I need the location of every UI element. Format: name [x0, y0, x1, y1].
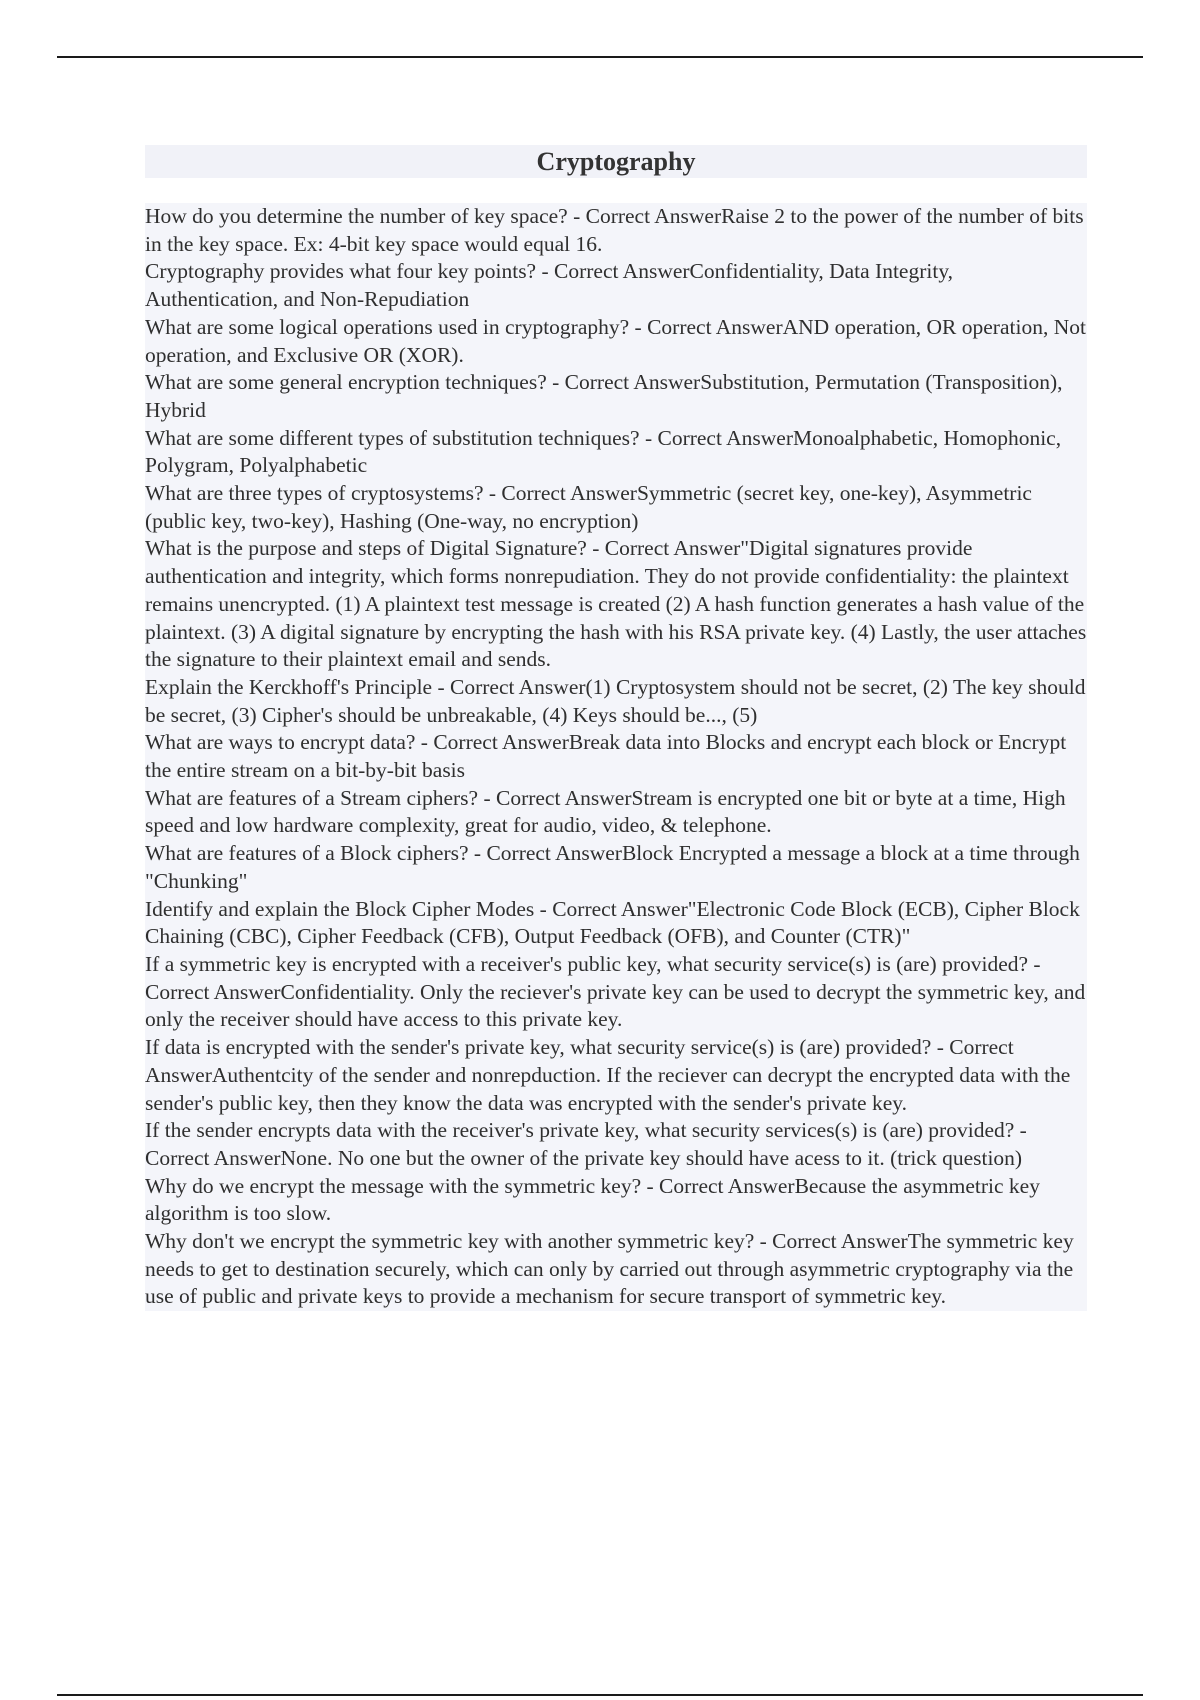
qa-entry: What are features of a Block ciphers? - Correct AnswerBlock Encrypted a message a block at a time through "Chunking" — [145, 840, 1087, 895]
qa-entry: What are some different types of substitution techniques? - Correct AnswerMonoalphabetic, Homophonic, Polygram, Polyalphabetic — [145, 425, 1087, 480]
top-rule — [57, 56, 1143, 58]
bottom-rule — [57, 1694, 1143, 1696]
qa-entry: What are three types of cryptosystems? - Correct AnswerSymmetric (secret key, one-key), Asymmetric (public key, two-key), Hashing (One-way, no encryption) — [145, 480, 1087, 535]
qa-entry: How do you determine the number of key space? - Correct AnswerRaise 2 to the power of the number of bits in the key space. Ex: 4-bit key space would equal 16. — [145, 203, 1087, 258]
qa-entry: Why do we encrypt the message with the symmetric key? - Correct AnswerBecause the asymmetric key algorithm is too slow. — [145, 1173, 1087, 1228]
qa-list — [145, 203, 1087, 1311]
document-body — [145, 145, 1087, 1311]
qa-entry: What are some general encryption techniques? - Correct AnswerSubstitution, Permutation (Transposition), Hybrid — [145, 369, 1087, 424]
qa-entry: What are features of a Stream ciphers? - Correct AnswerStream is encrypted one bit or byte at a time, High speed and low hardware complexity, great for audio, video, & telephone. — [145, 785, 1087, 840]
qa-entry: What are ways to encrypt data? - Correct AnswerBreak data into Blocks and encrypt each block or Encrypt the entire stream on a bit-by-bit basis — [145, 729, 1087, 784]
qa-entry: If the sender encrypts data with the receiver's private key, what security services(s) is (are) provided? - Correct AnswerNone. No one but the owner of the private key should have acess to it. (trick question) — [145, 1117, 1087, 1172]
document-title: Cryptography — [536, 147, 696, 176]
qa-entry: Why don't we encrypt the symmetric key with another symmetric key? - Correct AnswerThe symmetric key needs to get to destination securely, which can only by carried out through asymmetric cryptography via the use of public and private keys to provide a mechanism for secure transport of symmetric key. — [145, 1228, 1087, 1311]
qa-entry: Identify and explain the Block Cipher Modes - Correct Answer"Electronic Code Block (ECB), Cipher Block Chaining (CBC), Cipher Feedback (CFB), Output Feedback (OFB), and Counter (CTR)" — [145, 896, 1087, 951]
title-band — [145, 145, 1087, 178]
qa-entry: What are some logical operations used in cryptography? - Correct AnswerAND operation, OR operation, Not operation, and Exclusive OR (XOR). — [145, 314, 1087, 369]
qa-entry: If data is encrypted with the sender's private key, what security service(s) is (are) provided? - Correct AnswerAuthentcity of the sender and nonrepduction. If the reciever can decrypt the encrypted data with the sender's public key, then they know the data was encrypted with the sender's private key. — [145, 1034, 1087, 1117]
qa-entry: What is the purpose and steps of Digital Signature? - Correct Answer"Digital signatures provide authentication and integrity, which forms nonrepudiation. They do not provide confidentiality: the plaintext remains unencrypted. (1) A plaintext test message is created (2) A hash function generates a hash value of the plaintext. (3) A digital signature by encrypting the hash with his RSA private key. (4) Lastly, the user attaches the signature to their plaintext email and sends. — [145, 535, 1087, 674]
qa-entry: Explain the Kerckhoff's Principle - Correct Answer(1) Cryptosystem should not be secret, (2) The key should be secret, (3) Cipher's should be unbreakable, (4) Keys should be..., (5) — [145, 674, 1087, 729]
qa-entry: If a symmetric key is encrypted with a receiver's public key, what security service(s) is (are) provided? - Correct AnswerConfidentiality. Only the reciever's private key can be used to decrypt the symmetric key, and only the receiver should have access to this private key. — [145, 951, 1087, 1034]
qa-entry: Cryptography provides what four key points? - Correct AnswerConfidentiality, Data Integrity, Authentication, and Non-Repudiation — [145, 258, 1087, 313]
